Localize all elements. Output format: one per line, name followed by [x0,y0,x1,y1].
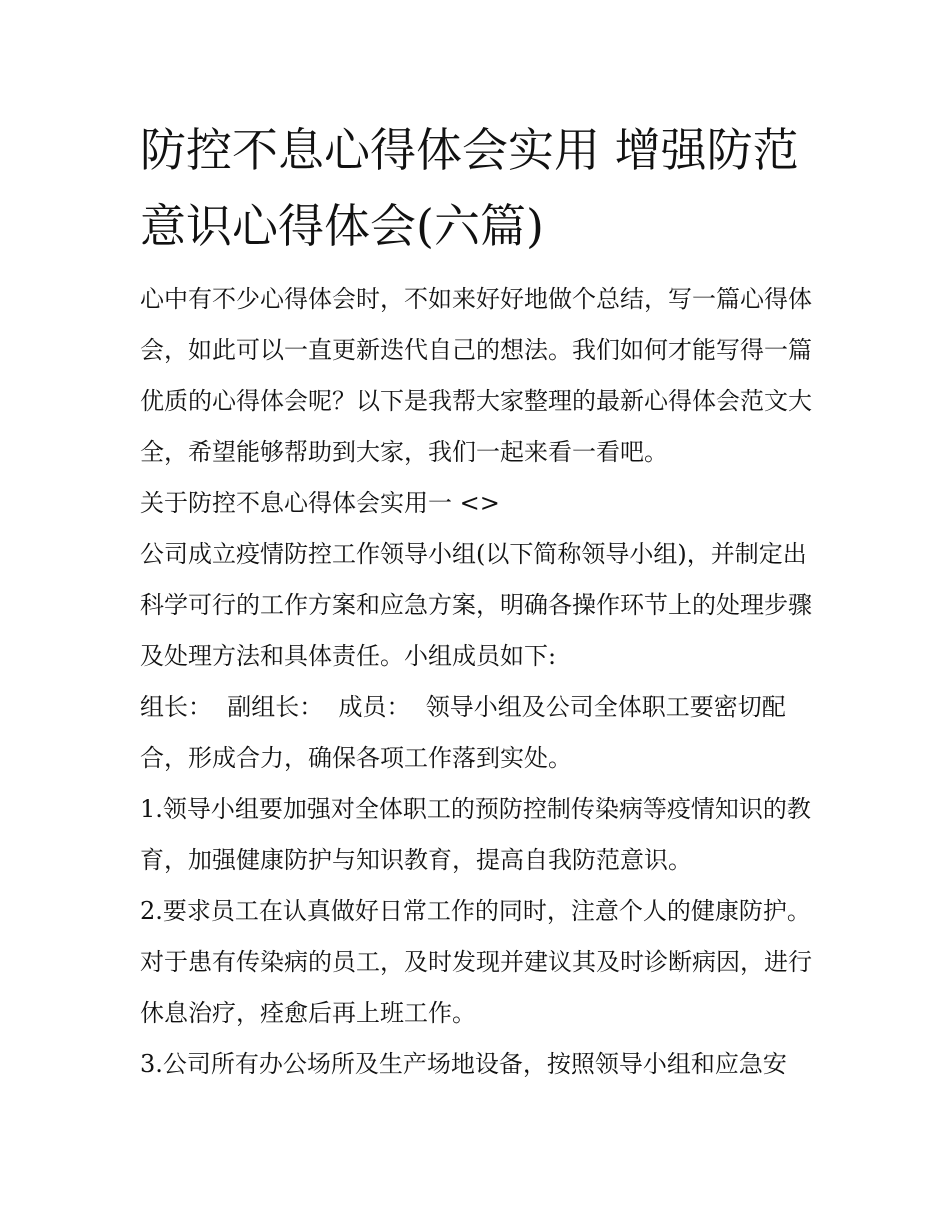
paragraph-team-members: 组长： 副组长： 成员： 领导小组及公司全体职工要密切配合，形成合力，确保各项工作落到实处。 [140,693,786,772]
list-item-1: 1.领导小组要加强对全体职工的预防控制传染病等疫情知识的教育，加强健康防护与知识教育，提高自我防范意识。 [140,795,811,874]
document-body [140,274,812,1090]
paragraph-intro: 心中有不少心得体会时，不如来好好地做个总结，写一篇心得体会，如此可以一直更新迭代自己的想法。我们如何才能写得一篇优质的心得体会呢？以下是我帮大家整理的最新心得体会范文大全，希望能够帮助到大家，我们一起来看一看吧。 [140,285,812,466]
list-item-3: 3.公司所有办公场所及生产场地设备，按照领导小组和应急安 [140,1050,787,1078]
list-item-2: 2.要求员工在认真做好日常工作的同时，注意个人的健康防护。对于患有传染病的员工，及时发现并建议其及时诊断病因，进行休息治疗，痊愈后再上班工作。 [140,897,812,1027]
paragraph-team-setup: 公司成立疫情防控工作领导小组(以下简称领导小组)，并制定出科学可行的工作方案和应急方案，明确各操作环节上的处理步骤及处理方法和具体责任。小组成员如下: [140,540,812,670]
document-title: 防控不息心得体会实用 增强防范意识心得体会(六篇) [140,123,799,253]
section-heading: 关于防控不息心得体会实用一 <> [140,489,500,517]
